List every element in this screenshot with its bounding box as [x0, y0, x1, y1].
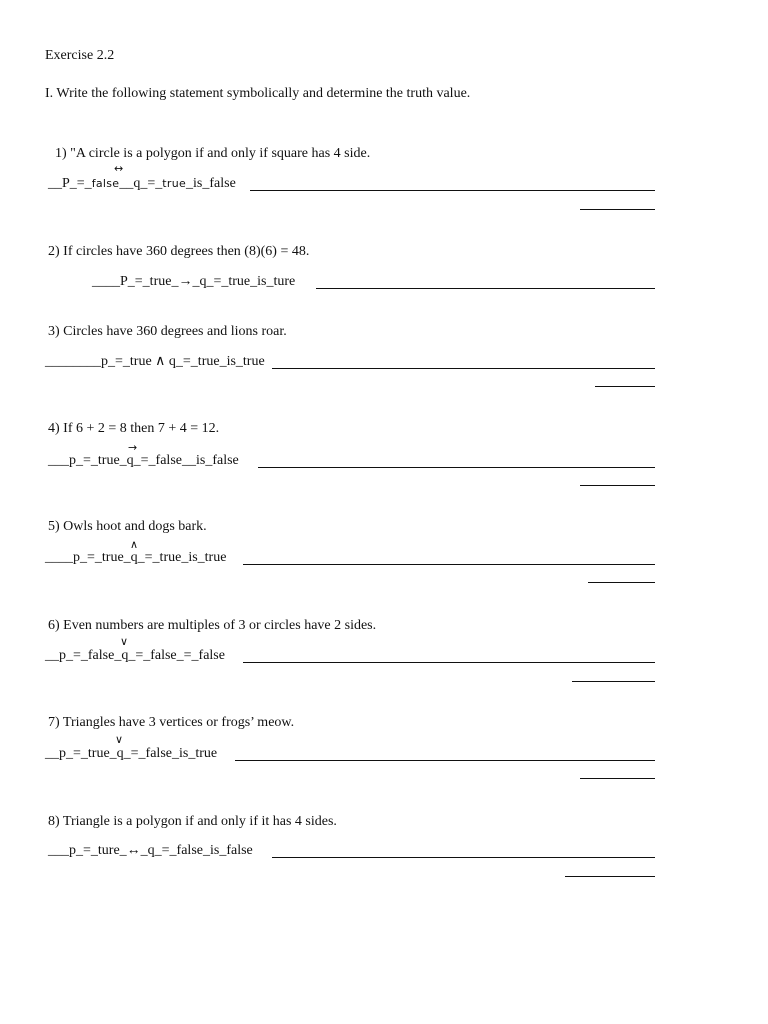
question-2-prompt: 2) If circles have 360 degrees then (8)(6) = 48. [48, 244, 310, 259]
question-1-connective-mark: ↔ [114, 162, 124, 175]
question-4-connective-mark: → [128, 441, 138, 454]
question-5-answer: ____p_=_true_q_=_true_is_true [45, 550, 227, 565]
answer-line [258, 467, 655, 468]
answer-line [272, 368, 655, 369]
answer-line [235, 760, 655, 761]
handwritten-value: true [162, 177, 187, 190]
question-4-prompt: 4) If 6 + 2 = 8 then 7 + 4 = 12. [48, 421, 220, 436]
answer-line [316, 288, 655, 289]
instructions: I. Write the following statement symbolically and determine the truth value. [45, 86, 471, 101]
answer-line-short [588, 582, 655, 583]
exercise-title: Exercise 2.2 [45, 48, 115, 63]
question-7-connective-mark: ∨ [115, 733, 124, 746]
question-2-answer: ____P_=_true_→_q_=_true_is_ture [92, 274, 296, 289]
answer-line-short [565, 876, 655, 877]
answer-line [243, 564, 655, 565]
question-5-prompt: 5) Owls hoot and dogs bark. [48, 519, 207, 534]
handwritten-value: false [91, 177, 120, 190]
question-6-prompt: 6) Even numbers are multiples of 3 or circles have 2 sides. [48, 618, 377, 633]
answer-line-short [595, 386, 655, 387]
question-4-answer: ___p_=_true_q_=_false__is_false [48, 453, 239, 468]
answer-line [243, 662, 655, 663]
question-5-connective-mark: ∧ [130, 538, 139, 551]
answer-line-short [580, 209, 655, 210]
question-3-prompt: 3) Circles have 360 degrees and lions roar. [48, 324, 287, 339]
answer-part: __P_=_ [48, 176, 92, 191]
answer-line-short [580, 485, 655, 486]
question-1-answer [48, 175, 236, 193]
question-8-answer: ___p_=_ture_↔_q_=_false_is_false [48, 843, 253, 858]
question-6-answer: __p_=_false_q_=_false_=_false [45, 648, 225, 663]
question-8-prompt: 8) Triangle is a polygon if and only if it has 4 sides. [48, 814, 337, 829]
question-6-connective-mark: ∨ [120, 635, 129, 648]
question-1-prompt: 1) "A circle is a polygon if and only if square has 4 side. [55, 146, 371, 161]
question-7-prompt: 7) Triangles have 3 vertices or frogs’ meow. [48, 715, 295, 730]
answer-part: __q_=_ [119, 176, 163, 191]
answer-line [250, 190, 655, 191]
answer-line-short [580, 778, 655, 779]
question-7-answer: __p_=_true_q_=_false_is_true [45, 746, 218, 761]
answer-line-short [572, 681, 655, 682]
answer-line [272, 857, 655, 858]
answer-part: _is_false [186, 176, 236, 191]
question-3-answer: ________p_=_true ∧ q_=_true_is_true [45, 354, 265, 369]
